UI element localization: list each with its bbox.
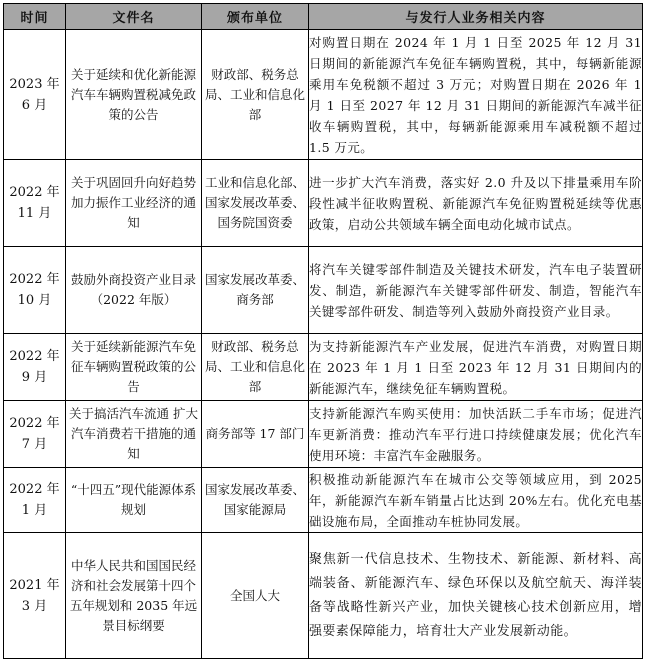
- content-cell: 为支持新能源汽车产业发展，促进汽车消费，对购置日期在 2023 年 1 月 1 日至 2023 年 12 月 31 日期间内的新能源汽车，继续免征车辆购置税。: [309, 334, 643, 401]
- table-row: [4, 334, 643, 401]
- time-month: 6 月: [21, 97, 48, 113]
- time-year: 2021 年: [9, 577, 60, 593]
- time-month: 10 月: [17, 293, 52, 308]
- content-cell: 对购置日期在 2024 年 1 月 1 日至 2025 年 12 月 31 日期间的新能源汽车免征车辆购置税，其中，每辆新能源乘用车免税额不超过 3 万元；对购置日期在 2026 年 1 月 1 日至 2027 年 12 月 31 日期间的新能源汽车减半征收车辆购置税，其中，每辆新能源乘用车减税额不超过 1.5 万元。: [309, 30, 643, 160]
- time-cell: [4, 468, 66, 533]
- time-cell: [4, 160, 66, 247]
- time-cell: [4, 247, 66, 334]
- content-cell: 积极推动新能源汽车在城市公交等领域应用，到 2025 年，新能源汽车新车销量占比达到 20%左右。优化充电基础设施布局，全面推动车桩协同发展。: [309, 468, 643, 533]
- time-year: 2022 年: [9, 482, 60, 497]
- time-cell: [4, 30, 66, 160]
- issuer-cell: 工业和信息化部、国家发展改革委、国务院国资委: [202, 160, 309, 247]
- time-year: 2022 年: [9, 185, 60, 200]
- issuer-cell: 国家发展改革委、商务部: [202, 247, 309, 334]
- file-name-cell: 鼓励外商投资产业目录（2022 年版）: [66, 247, 202, 334]
- file-name-cell: 关于延续新能源汽车免征车辆购置税政策的公告: [66, 334, 202, 401]
- file-name-cell: 关于巩固回升向好趋势加力振作工业经济的通知: [66, 160, 202, 247]
- content-cell: 将汽车关键零部件制造及关键技术研发，汽车电子装置研发、制造，新能源汽车关键零部件研发、制造，智能汽车关键零部件研发、制造等列入鼓励外商投资产业目录。: [309, 247, 643, 334]
- time-cell: [4, 401, 66, 468]
- time-year: 2022 年: [9, 349, 60, 364]
- file-name-cell: “十四五”现代能源体系规划: [66, 468, 202, 533]
- time-year: 2022 年: [9, 272, 60, 287]
- table-row: [4, 533, 643, 659]
- time-month: 7 月: [21, 437, 48, 452]
- time-year: 2022 年: [9, 416, 60, 431]
- content-cell: 进一步扩大汽车消费，落实好 2.0 升及以下排量乘用车阶段性减半征收购置税、新能源汽车免征购置税延续等优惠政策，启动公共领域车辆全面电动化城市试点。: [309, 160, 643, 247]
- table-header-row: [4, 4, 643, 30]
- file-name-cell: 关于延续和优化新能源汽车车辆购置税减免政策的公告: [66, 30, 202, 160]
- time-year: 2023 年: [9, 76, 60, 92]
- file-name-cell: 中华人民共和国国民经济和社会发展第十四个五年规划和 2035 年远景目标纲要: [66, 533, 202, 659]
- table-row: [4, 401, 643, 468]
- issuer-cell: 财政部、税务总局、工业和信息化部: [202, 334, 309, 401]
- table-row: [4, 30, 643, 160]
- time-month: 3 月: [21, 598, 48, 614]
- header-file-name: 文件名: [66, 4, 202, 30]
- policy-table: [3, 3, 643, 659]
- table-row: [4, 468, 643, 533]
- time-month: 11 月: [17, 206, 52, 221]
- content-cell: 聚焦新一代信息技术、生物技术、新能源、新材料、高端装备、新能源汽车、绿色环保以及航空航天、海洋装备等战略性新兴产业，加快关键核心技术创新应用，增强要素保障能力，培育壮大产业发展新动能。: [309, 533, 643, 659]
- issuer-cell: 财政部、税务总局、工业和信息化部: [202, 30, 309, 160]
- issuer-cell: 商务部等 17 部门: [202, 401, 309, 468]
- header-issuer: 颁布单位: [202, 4, 309, 30]
- header-related-content: 与发行人业务相关内容: [309, 4, 643, 30]
- time-month: 1 月: [21, 503, 48, 518]
- time-month: 9 月: [21, 370, 48, 385]
- header-time: 时间: [4, 4, 66, 30]
- file-name-cell: 关于搞活汽车流通 扩大汽车消费若干措施的通知: [66, 401, 202, 468]
- time-cell: [4, 533, 66, 659]
- time-cell: [4, 334, 66, 401]
- issuer-cell: 国家发展改革委、国家能源局: [202, 468, 309, 533]
- table-row: [4, 247, 643, 334]
- table-row: [4, 160, 643, 247]
- issuer-cell: 全国人大: [202, 533, 309, 659]
- content-cell: 支持新能源汽车购买使用：加快活跃二手车市场；促进汽车更新消费：推动汽车平行进口持续健康发展；优化汽车使用环境：丰富汽车金融服务。: [309, 401, 643, 468]
